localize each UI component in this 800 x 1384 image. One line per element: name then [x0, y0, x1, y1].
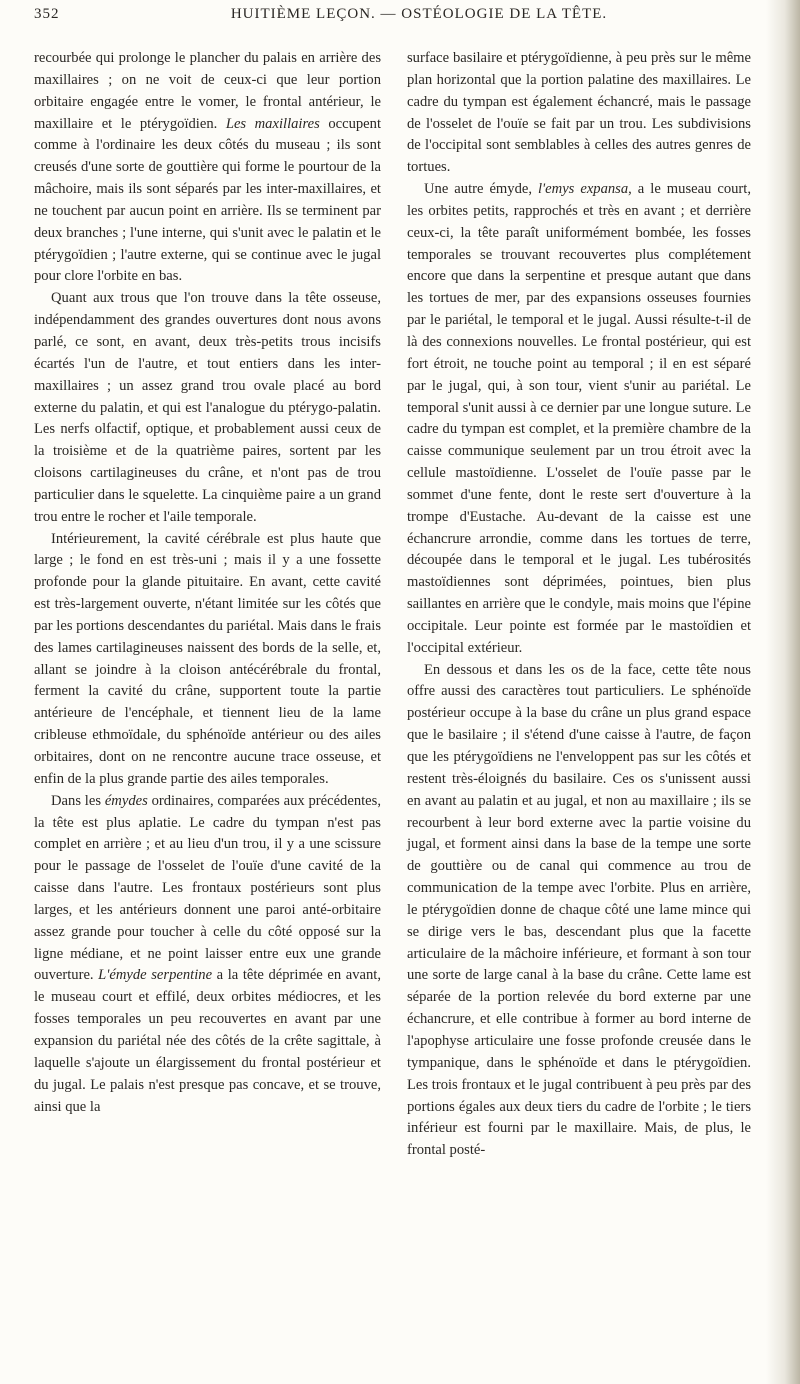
- italic-term: l'emys expansa: [538, 181, 629, 198]
- paragraph-text: a la tête déprimée en avant, le museau court et effilé, deux orbites médiocres, et les fosses temporales un peu recouvertes en avant par une expansion du pariétal née des côtés de la crête sagittale, à laquelle s'ajoute un élargissement du frontal postérieur et du jugal. Le palais n'est presque pas concave, et se trouve, ainsi que la: [34, 967, 381, 1115]
- italic-term: émydes: [104, 792, 148, 809]
- italic-term: Les maxillaires: [225, 115, 320, 132]
- running-title: HUITIÈME LEÇON. — OSTÉOLOGIE DE LA TÊTE.: [230, 6, 608, 22]
- paragraph-text: Dans les: [51, 792, 105, 809]
- paragraph-text: recourbée qui prolonge le plancher du palais en arrière des maxillaires ; on ne voit de ceux-ci que leur portion orbitaire engagée entre le vomer, le frontal antérieur, le maxillaire et le ptérygoïdien.: [34, 50, 381, 132]
- paragraph: En dessous et dans les os de la face, cette tête nous offre aussi des caractères tout particuliers. Le sphénoïde postérieur occupe à la base du crâne un plus grand espace que le basilaire ; il s'étend d'une caisse à l'autre, de façon que les ptérygoïdiens ne l'enveloppent pas sur les côtés et restent très-éloignés du basilaire. Ces os s'unissent aussi en avant au palatin et au jugal, et non au maxillaire ; ils se recourbent à leur bord externe avec la partie voisine du jugal, et forment ainsi dans la base de la tempe une sorte de gouttière ou de canal qui commence au trou de communication de la tempe avec l'orbite. Plus en arrière, le ptérygoïdien donne de chaque côté une lame mince qui se dirige vers le bas, descendant plus que la facette articulaire de la mâchoire inférieure, et formant à son tour une sorte de large canal à la base du crâne. Cette lame est séparée de la portion relevée du bord externe par une échancrure, et elle contribue à former au bord interne de l'apophyse articulaire une fosse profonde creusée dans le tympanique, dans le sphénoïde et dans le ptérygoïdien. Les trois frontaux et le jugal contribuent à peu près par des portions égales aux deux tiers du cadre de l'orbite ; le tiers inférieur est fourni par le maxillaire. Mais, de plus, le frontal posté-: [407, 661, 751, 1159]
- paragraph: [34, 48, 381, 288]
- paragraph: [407, 179, 751, 660]
- italic-term: L'émyde serpentine: [98, 967, 213, 984]
- right-column: [407, 48, 751, 1162]
- running-head: [34, 2, 764, 30]
- page-binding-shadow: [766, 0, 800, 1384]
- paragraph: [34, 791, 381, 1119]
- paragraph-text: occupent comme à l'ordinaire les deux côtés du museau ; ils sont creusés d'une sorte de gouttière qui forme le pourtour de la mâchoire, mais ils sont séparés par les inter-maxillaires, et ne touchent par aucun point en arrière. Ils se terminent par deux branches ; l'une interne, qui s'unit avec le palatin et le ptérygoïdien ; l'autre externe, qui se continue avec le jugal pour clore l'orbite en bas.: [34, 115, 382, 285]
- paragraph-text: ordinaires, comparées aux précédentes, la tête est plus aplatie. Le cadre du tympan n'est pas complet en arrière ; et au lieu d'un trou, il y a une scissure pour le passage de l'osselet de l'ouïe d'une cavité de la caisse dans l'autre. Les frontaux postérieurs sont plus larges, et les antérieurs donnent une paroi anté-orbitaire assez grande pour toucher à celle du côté opposé sur la ligne médiane, et ne point laisser entre eux une grande ouverture.: [34, 792, 381, 984]
- paragraph-text: Une autre émyde,: [424, 181, 538, 198]
- paragraph: Intérieurement, la cavité cérébrale est plus haute que large ; le fond en est très-uni ; mais il y a une fossette profonde pour la glande pituitaire. En avant, cette cavité est très-largement ouverte, n'étant limitée sur les côtés que par les portions descendantes du pariétal. Mais dans le frais des lames cartilagineuses naissent des bords de la selle, et, allant se joindre à la cloison antécérébrale du frontal, ferment la cavité du crâne, supportent toute la partie antérieure de l'encéphale, et tiennent lieu de la lame cribleuse ethmoïdale, du sphénoïde antérieur ou des ailes orbitaires, dont on ne rencontre aucune trace osseuse, et enfin de la plus grande partie des ailes temporales.: [34, 530, 381, 787]
- paragraph: Quant aux trous que l'on trouve dans la tête osseuse, indépendamment des grandes ouvertures dont nous avons parlé, ce sont, en avant, deux très-petits trous incisifs écartés l'un de l'autre, et tout entiers dans les inter-maxillaires ; un assez grand trou ovale placé au bord externe du palatin, et qui est l'analogue du ptérygo-palatin. Les nerfs olfactif, optique, et probablement aussi ceux de la troisième et de la quatrième paires, sortent par les cloisons cartilagineuses du crâne, et n'ont pas de trou particulier dans le squelette. La cinquième paire a un grand trou entre le rocher et l'aile temporale.: [34, 290, 381, 525]
- left-column: [34, 48, 381, 1118]
- paragraph: surface basilaire et ptérygoïdienne, à peu près sur le même plan horizontal que la portion palatine des maxillaires. Le cadre du tympan est également échancré, mais le passage de l'osselet de l'ouïe se fait par un trou. Les subdivisions de l'occipital sont semblables à celles des autres genres de tortues.: [407, 50, 751, 176]
- paragraph-text: , a le museau court, les orbites petits, rapprochés et très en avant ; et derrière ceux-ci, la tête paraît uniformément bombée, les fosses temporales se trouvant recouvertes plus complétement encore que dans la serpentine et presque autant que dans les tortues de mer, par des expansions osseuses fournies par le pariétal, le temporal et le jugal. Aussi résulte-t-il de là des connexions nouvelles. Le frontal postérieur, qui est fort étroit, ne touche point au temporal ; il en est séparé par le jugal, qui, à son tour, vient s'unir au pariétal. Le temporal s'unit aussi à ce dernier par une longue suture. Le cadre du tympan est complet, et la première chambre de la caisse communique seulement par un trou étroit avec la cellule mastoïdienne. L'osselet de l'ouïe passe par le sommet d'une fente, dont le reste sert d'ouverture à la trompe d'Eustache. Au-devant de la caisse est une échancrure arrondie, comme dans les tortues de terre, découpée dans le temporal et le jugal. Les tubérosités mastoïdiennes sont déprimées, pointues, bien plus saillantes en arrière que le condyle, mais moins que l'épine occipitale. Leur pointe est formée par le mastoïdien et l'occipital extérieur.: [407, 181, 751, 656]
- page-number: 352: [34, 6, 60, 22]
